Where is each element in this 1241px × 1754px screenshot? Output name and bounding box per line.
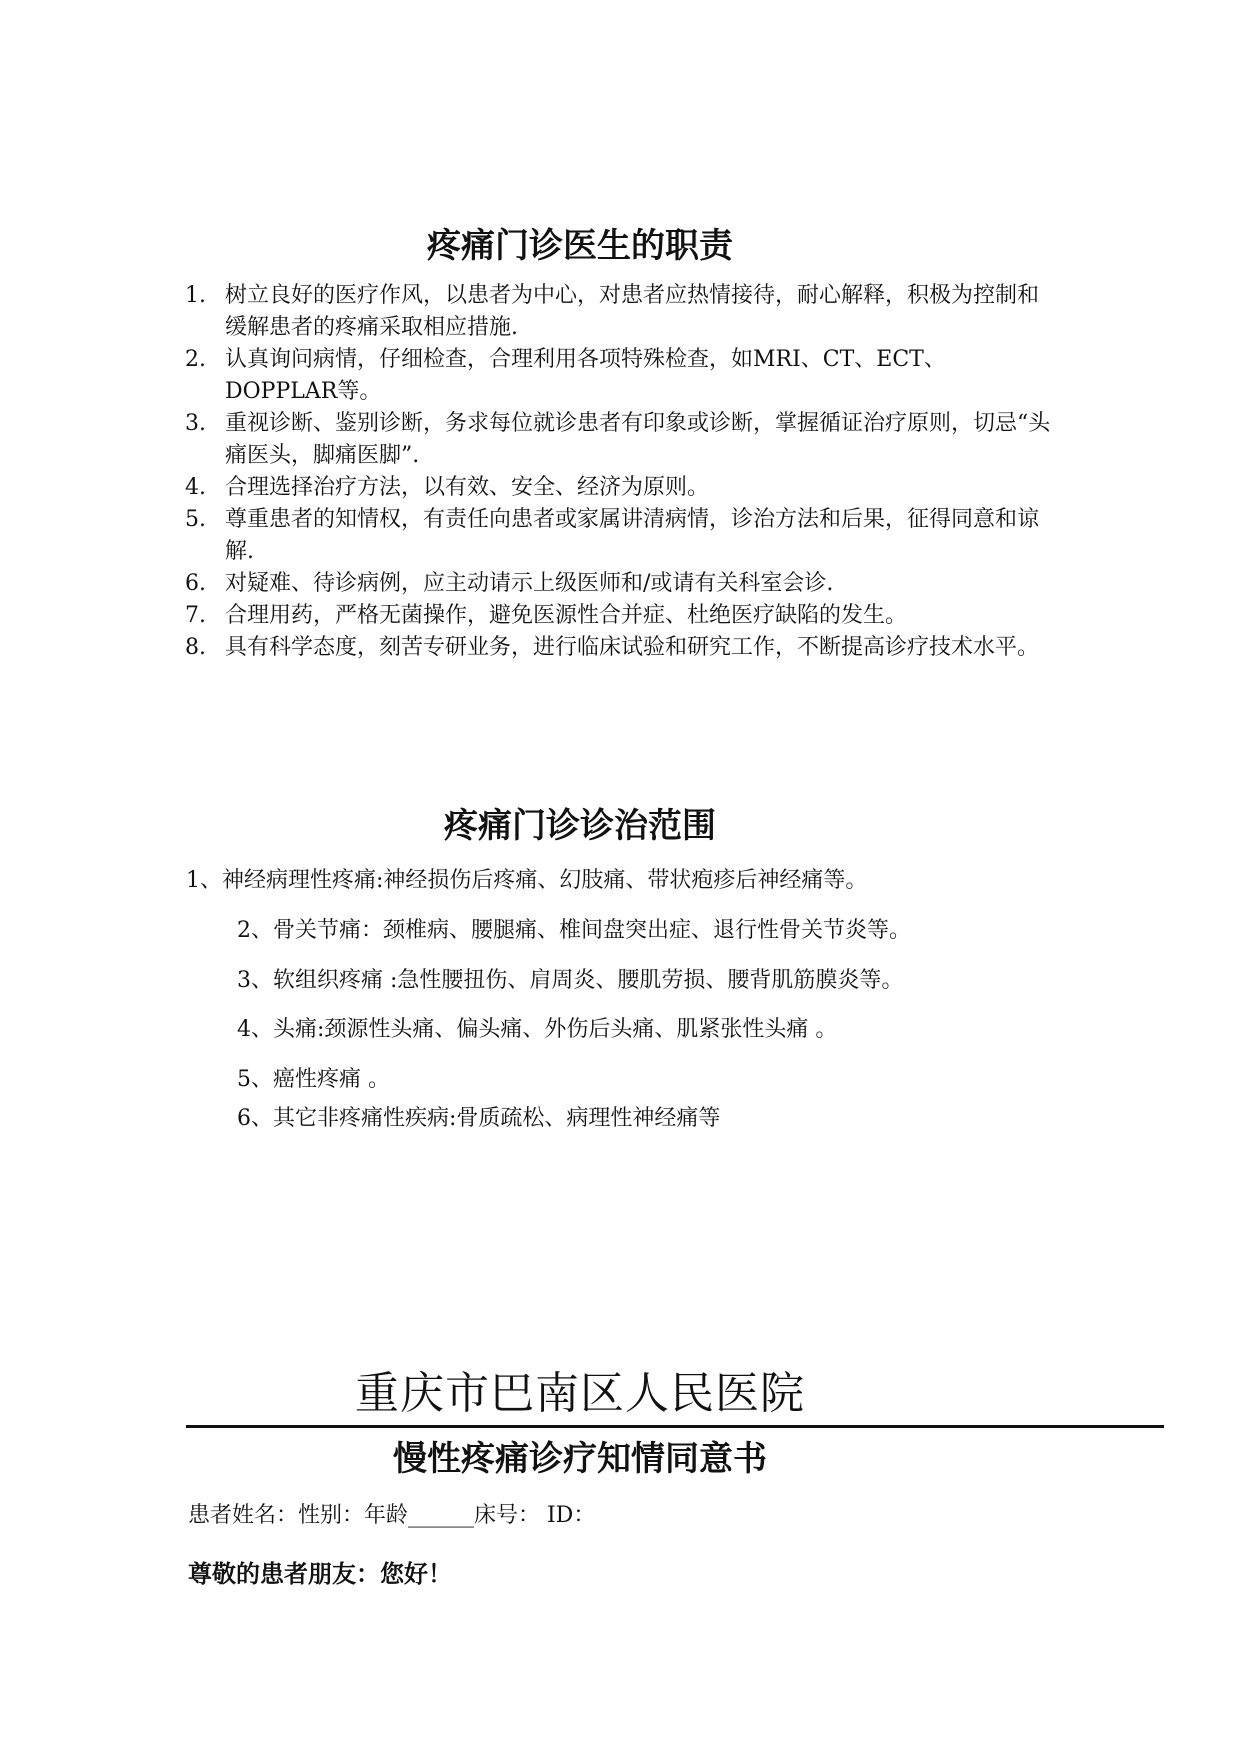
list-item (185, 632, 1055, 664)
item-text: 尊重患者的知情权，有责任向患者或家属讲清病情，诊治方法和后果，征得同意和谅解. (225, 507, 1040, 564)
item-text: 合理用药，严格无菌操作，避免医源性合并症、杜绝医疗缺陷的发生。 (225, 603, 908, 628)
duties-title: 疼痛门诊医生的职责 (427, 226, 733, 266)
list-item: 3、软组织疼痛 :急性腰扭伤、肩周炎、腰肌劳损、腰背肌筋膜炎等。 (237, 968, 904, 993)
item-number: 6. (185, 571, 206, 596)
item-number: 1. (185, 283, 206, 308)
item-text: 对疑难、待诊病例，应主动请示上级医师和/或请有关科室会诊. (225, 571, 834, 596)
list-item (185, 568, 1055, 600)
item-number: 5. (185, 507, 206, 532)
scope-title: 疼痛门诊诊治范围 (444, 806, 716, 846)
list-item (185, 280, 1055, 344)
list-item (185, 472, 1055, 504)
list-item (185, 600, 1055, 632)
hospital-name: 重庆市巴南区人民医院 (355, 1368, 805, 1419)
item-number: 8. (185, 635, 206, 660)
list-item (185, 504, 1055, 568)
list-item (185, 408, 1055, 472)
item-number: 2. (185, 347, 206, 372)
item-number: 4. (185, 475, 206, 500)
list-item: 1、神经病理性疼痛:神经损伤后疼痛、幻肢痛、带状疱疹后神经痛等。 (186, 868, 868, 893)
list-item: 4、头痛:颈源性头痛、偏头痛、外伤后头痛、肌紧张性头痛 。 (237, 1017, 838, 1042)
list-item: 5、癌性疼痛 。 (237, 1067, 390, 1092)
item-text: 树立良好的医疗作风，以患者为中心，对患者应热情接待，耐心解释，积极为控制和缓解患者的疼痛采取相应措施. (225, 283, 1040, 340)
list-item: 6、其它非疼痛性疾病:骨质疏松、病理性神经痛等 (237, 1106, 721, 1131)
patient-info-line: 患者姓名：性别：年龄______床号： ID： (188, 1503, 596, 1528)
list-item (185, 344, 1055, 408)
duties-list (185, 280, 1055, 664)
item-number: 3. (185, 411, 206, 436)
greeting: 尊敬的患者朋友：您好！ (188, 1559, 452, 1588)
item-text: 合理选择治疗方法，以有效、安全、经济为原则。 (225, 475, 710, 500)
item-number: 7. (185, 603, 206, 628)
list-item: 2、骨关节痛：颈椎病、腰腿痛、椎间盘突出症、退行性骨关节炎等。 (237, 918, 911, 943)
item-text: 具有科学态度，刻苦专研业务，进行临床试验和研究工作，不断提高诊疗技术水平。 (225, 635, 1040, 660)
item-text: 认真询问病情，仔细检查，合理利用各项特殊检查，如MRI、CT、ECT、DOPPLAR等。 (225, 347, 946, 404)
item-text: 重视诊断、鉴别诊断，务求每位就诊患者有印象或诊断，掌握循证治疗原则，切忌“头痛医头，脚痛医脚”. (225, 411, 1051, 468)
consent-title: 慢性疼痛诊疗知情同意书 (393, 1439, 767, 1479)
header-divider (186, 1425, 1164, 1428)
